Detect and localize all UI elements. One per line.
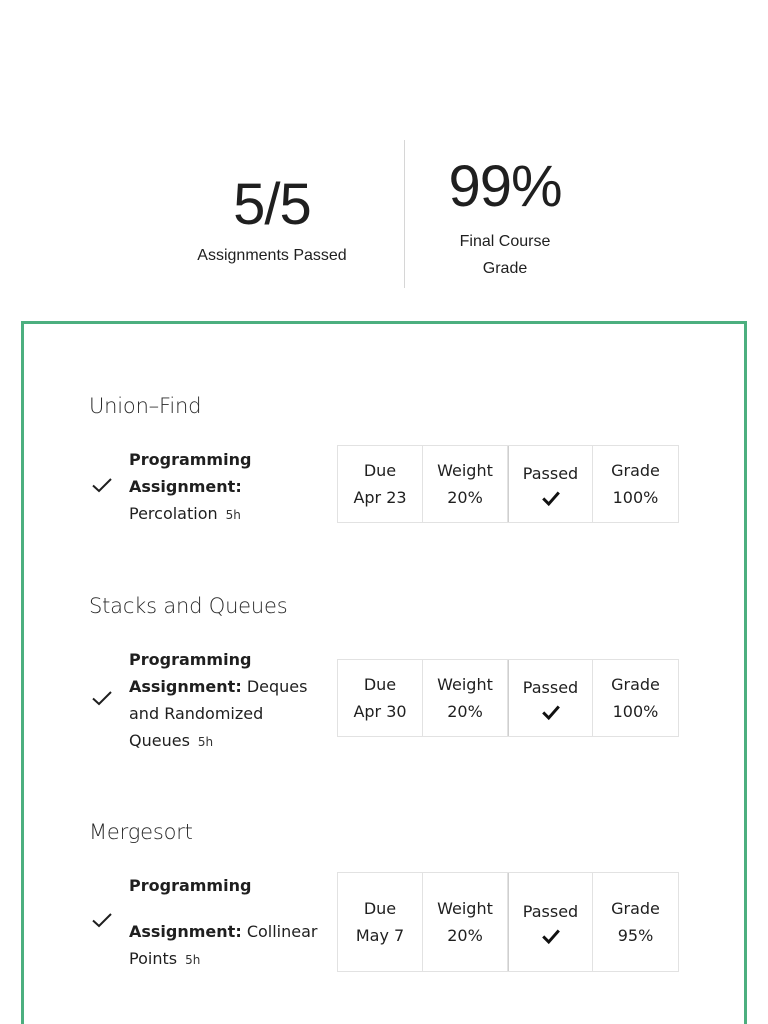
assignments-passed-label: Assignments Passed bbox=[197, 247, 347, 264]
check-icon bbox=[90, 908, 114, 932]
grade-label: Grade bbox=[611, 899, 660, 918]
weight-label: Weight bbox=[437, 899, 493, 918]
final-grade-value: 99% bbox=[448, 154, 562, 219]
assignment-type: Programming Assignment: bbox=[129, 450, 252, 496]
passed-label: Passed bbox=[522, 463, 579, 483]
assignment-info-table bbox=[337, 659, 679, 737]
assignment-info-table bbox=[337, 445, 679, 523]
grade-cell bbox=[593, 873, 678, 971]
assignment-duration: 5h bbox=[197, 735, 214, 749]
due-value: Apr 30 bbox=[353, 702, 407, 721]
assignment-info-table bbox=[337, 872, 679, 972]
assignment-type-line2: Assignment: bbox=[129, 922, 242, 941]
due-cell bbox=[338, 446, 423, 522]
weight-value: 20% bbox=[447, 702, 483, 721]
final-grade-stat bbox=[425, 152, 585, 282]
final-grade-label: Final Course Grade bbox=[459, 233, 551, 277]
weight-label: Weight bbox=[437, 675, 493, 694]
weight-label: Weight bbox=[437, 461, 493, 480]
grade-value: 95% bbox=[617, 926, 654, 945]
passed-cell bbox=[508, 446, 593, 522]
assignments-panel bbox=[21, 321, 747, 1024]
weight-cell bbox=[423, 446, 508, 522]
due-value: Apr 23 bbox=[353, 488, 407, 507]
grade-cell bbox=[593, 446, 678, 522]
check-icon bbox=[90, 686, 114, 710]
weight-cell bbox=[423, 873, 508, 971]
assignments-passed-stat bbox=[172, 170, 372, 269]
grade-label: Grade bbox=[611, 461, 660, 480]
due-cell bbox=[338, 873, 423, 971]
due-label: Due bbox=[363, 675, 397, 694]
grade-value: 100% bbox=[612, 488, 659, 507]
weight-value: 20% bbox=[447, 926, 483, 945]
module-title: Stacks and Queues bbox=[89, 594, 288, 618]
assignment-link[interactable] bbox=[129, 646, 319, 756]
passed-cell bbox=[508, 873, 593, 971]
grade-summary bbox=[0, 140, 768, 288]
due-cell bbox=[338, 660, 423, 736]
assignment-name: Percolation bbox=[129, 504, 218, 523]
assignments-passed-value: 5/5 bbox=[233, 172, 311, 237]
due-value: May 7 bbox=[355, 926, 405, 945]
assignment-link[interactable] bbox=[129, 446, 319, 529]
assignment-name: Collinear Points bbox=[129, 922, 318, 968]
assignment-link[interactable] bbox=[129, 872, 319, 974]
assignment-type-line1: Programming bbox=[129, 876, 252, 895]
weight-value: 20% bbox=[447, 488, 483, 507]
check-icon bbox=[90, 473, 114, 497]
summary-divider bbox=[404, 140, 405, 288]
grade-value: 100% bbox=[612, 702, 659, 721]
passed-cell bbox=[508, 660, 593, 736]
module-title: Union–Find bbox=[89, 394, 202, 418]
passed-label: Passed bbox=[522, 677, 579, 697]
due-label: Due bbox=[363, 899, 397, 918]
checkmark-bold-icon bbox=[540, 487, 562, 509]
module-title: Mergesort bbox=[89, 820, 193, 844]
assignment-name: Deques and Randomized Queues bbox=[129, 677, 308, 750]
assignment-type: Programming Assignment: bbox=[129, 650, 252, 696]
grade-cell bbox=[593, 660, 678, 736]
passed-label: Passed bbox=[522, 901, 579, 921]
grade-label: Grade bbox=[611, 675, 660, 694]
due-label: Due bbox=[363, 461, 397, 480]
assignment-duration: 5h bbox=[185, 953, 201, 967]
checkmark-bold-icon bbox=[540, 925, 562, 947]
checkmark-bold-icon bbox=[540, 701, 562, 723]
assignment-duration: 5h bbox=[225, 508, 241, 522]
weight-cell bbox=[423, 660, 508, 736]
